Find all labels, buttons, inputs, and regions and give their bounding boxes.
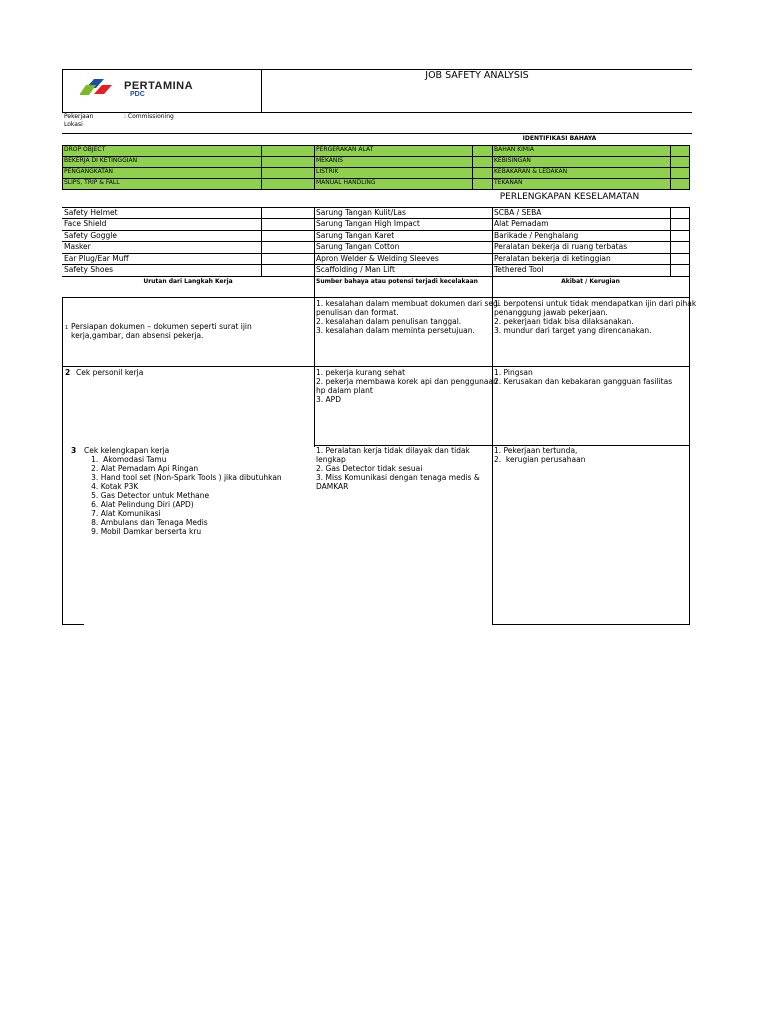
ppe-item: Peralatan bekerja di ruang terbatas: [494, 242, 628, 251]
ppe-item: Masker: [64, 242, 91, 251]
pekerjaan-value: : Commissioning: [124, 113, 174, 120]
ppe-item: Safety Helmet: [64, 208, 118, 217]
step-hazard: 1. kesalahan dalam membuat dokumen dari segi penulisan dan format. 2. kesalahan dalam penulisan tanggal. 3. kesalahan dalam meminta persetujuan.: [316, 299, 500, 335]
logo-subtext: PDC: [130, 91, 145, 98]
ppe-item: Tethered Tool: [494, 265, 544, 274]
step-effect: 1. Pekerjaan tertunda, 2. kerugian perusahaan: [494, 446, 586, 464]
step-description: Persiapan dokumen – dokumen seperti surat ijin kerja,gambar, dan absensi pekerja.: [71, 322, 252, 340]
ppe-item: Safety Shoes: [64, 265, 113, 274]
hazard-item: DROP OBJECT: [64, 146, 106, 153]
hazard-item: KEBAKARAN & LEDAKAN: [494, 168, 568, 175]
table-row: [62, 366, 690, 445]
pertamina-logo: [80, 76, 220, 104]
step-number: 1: [65, 325, 69, 331]
ppe-item: Apron Welder & Welding Sleeves: [316, 254, 439, 263]
pertamina-logo-icon: [80, 76, 124, 98]
ppe-item: SCBA / SEBA: [494, 208, 542, 217]
hazard-item: SLIPS, TRIP & FALL: [64, 179, 120, 186]
step-number: 2: [65, 368, 71, 377]
hazard-item: TEKANAN: [494, 179, 523, 186]
ppe-item: Sarung Tangan Karet: [316, 231, 395, 240]
step-description: Cek personil kerja: [76, 368, 144, 377]
ppe-item: Sarung Tangan Kulit/Las: [316, 208, 406, 217]
hazard-item: KEBISINGAN: [494, 157, 531, 164]
ppe-item: Ear Plug/Ear Muff: [64, 254, 129, 263]
ppe-item: Sarung Tangan Cotton: [316, 242, 400, 251]
step-description: Cek kelengkapan kerja 1. Akomodasi Tamu 2. Alat Pemadam Api Ringan 3. Hand tool set (Non-Spark Tools ) jika dibutuhkan 4. Kotak P3K 5. Gas Detector untuk Methane 6. Alat Pelindung Diri (APD) 7. Alat Komunikasi 8. Ambulans dan Tenaga Medis 9. Mobil Damkar berserta kru: [84, 446, 282, 536]
page-title: JOB SAFETY ANALYSIS: [425, 70, 529, 81]
hazard-item: BEKERJA DI KETINGGIAN: [64, 157, 138, 164]
step-number: 3: [71, 446, 77, 455]
step-effect: 1. Pingsan 2. Kerusakan dan kebakaran gangguan fasilitas: [494, 368, 673, 386]
logo-text: PERTAMINA: [124, 80, 194, 92]
hazard-item: PERGERAKAN ALAT: [316, 146, 374, 153]
hazard-item: LISTRIK: [316, 168, 339, 175]
hazard-item: BAHAN KIMIA: [494, 146, 534, 153]
ppe-item: Face Shield: [64, 219, 107, 228]
steps-header-effect: Akibat / Kerugian: [561, 278, 620, 285]
ppe-section-title: PERLENGKAPAN KESELAMATAN: [499, 192, 640, 202]
hazard-item: MEKANIS: [316, 157, 343, 164]
lokasi-label: Lokasi: [64, 121, 83, 128]
hazard-item: PENGANGKATAN: [64, 168, 114, 175]
step-effect: 1. berpotensi untuk tidak mendapatkan ijin dari pihak penanggung jawab pekerjaan. 2. pekerjaan tidak bisa dilaksanakan. 3. mundur dari target yang direncanakan.: [494, 299, 697, 335]
table-row: [62, 445, 690, 624]
hazard-item: MANUAL HANDLING: [316, 179, 376, 186]
steps-header-hazard: Sumber bahaya atau potensi terjadi kecelakaan: [316, 278, 478, 285]
hazard-section-title: IDENTIFIKASI BAHAYA: [522, 135, 597, 142]
step-hazard: 1. pekerja kurang sehat 2. pekerja membawa korek api dan penggunaan hp dalam plant 3. APD: [316, 368, 498, 404]
ppe-item: Peralatan bekerja di ketinggian: [494, 254, 611, 263]
ppe-item: Barikade / Penghalang: [494, 231, 579, 240]
step-hazard: 1. Peralatan kerja tidak dilayak dan tidak lengkap 2. Gas Detector tidak sesuai 3. Miss Komunikasi dengan tenaga medis & DAMKAR: [316, 446, 480, 491]
ppe-item: Safety Goggle: [64, 231, 117, 240]
ppe-item: Sarung Tangan High Impact: [316, 219, 420, 228]
pekerjaan-label: Pekerjaan: [64, 113, 94, 120]
ppe-item: Scaffolding / Man Lift: [316, 265, 395, 274]
table-row: [62, 297, 697, 366]
ppe-item: Alat Pemadam: [494, 219, 549, 228]
steps-header-step: Urutan dari Langkah Kerja: [143, 278, 233, 285]
hazard-top-line: [62, 133, 692, 134]
